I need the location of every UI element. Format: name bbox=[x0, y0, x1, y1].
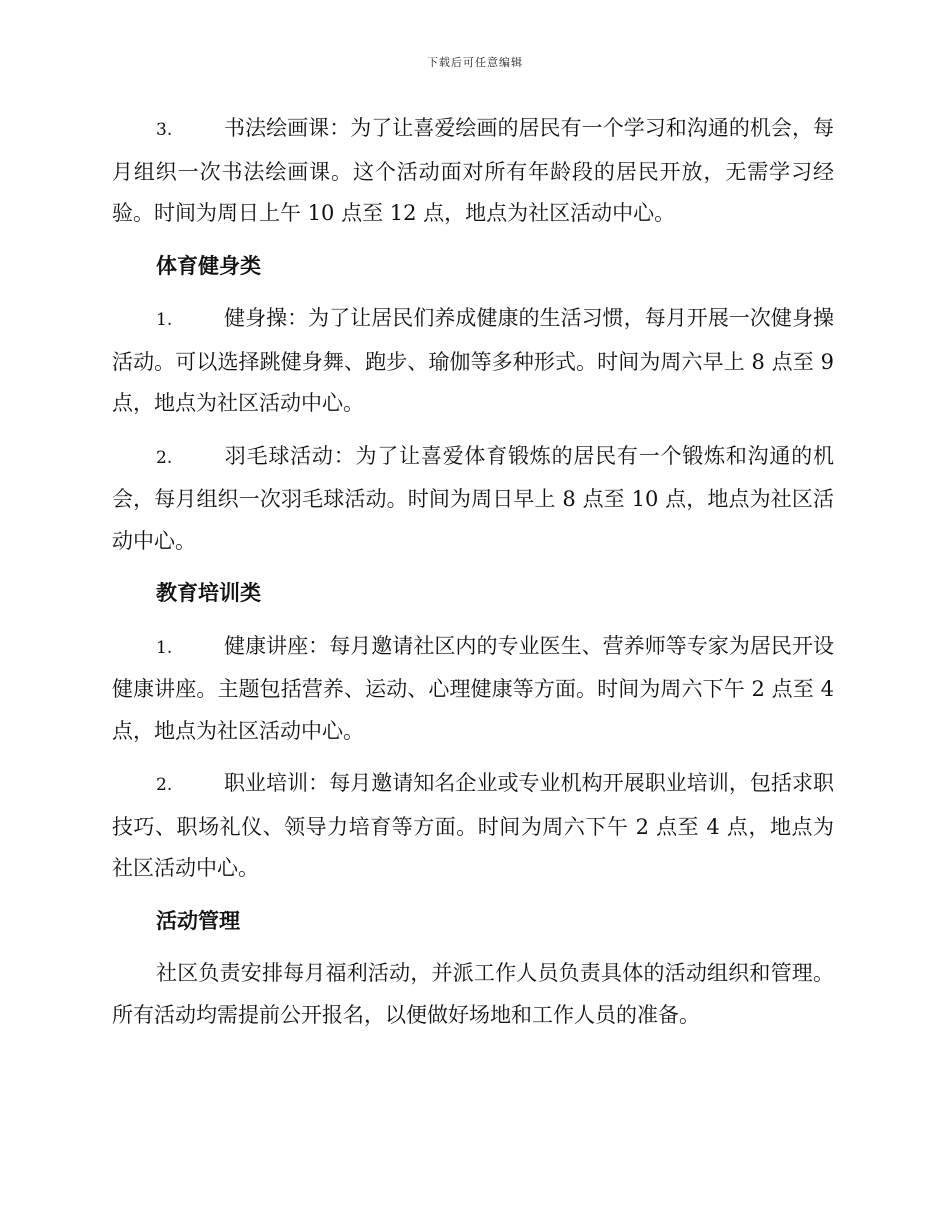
header-note: 下载后可任意编辑 bbox=[427, 56, 523, 69]
list-item-aerobics bbox=[112, 298, 834, 425]
list-item-career-training bbox=[112, 763, 834, 890]
list-item-number: 2. bbox=[156, 447, 173, 468]
list-item-text: 健康讲座：每月邀请社区内的专业医生、营养师等专家为居民开设健康讲座。主题包括营养、运动、心理健康等方面。时间为周六下午 2 点至 4 点，地点为社区活动中心。 bbox=[112, 633, 834, 743]
list-item-text: 书法绘画课：为了让喜爱绘画的居民有一个学习和沟通的机会，每月组织一次书法绘画课。这个活动面对所有年龄段的居民开放，无需学习经验。时间为周日上午 10 点至 12 点，地点为社区活动中心。 bbox=[112, 116, 834, 225]
list-item-badminton bbox=[112, 436, 834, 563]
list-item-text: 职业培训：每月邀请知名企业或专业机构开展职业培训，包括求职技巧、职场礼仪、领导力培育等方面。时间为周六下午 2 点至 4 点，地点为社区活动中心。 bbox=[112, 771, 834, 880]
list-item-health-lecture bbox=[112, 626, 834, 753]
section-heading-sports: 体育健身类 bbox=[156, 253, 261, 278]
list-item-number: 1. bbox=[156, 637, 173, 658]
list-item-number: 2. bbox=[156, 775, 173, 795]
list-item-number: 3. bbox=[156, 120, 173, 140]
list-item-text: 羽毛球活动：为了让喜爱体育锻炼的居民有一个锻炼和沟通的机会，每月组织一次羽毛球活动。时间为周日早上 8 点至 10 点，地点为社区活动中心。 bbox=[112, 443, 834, 553]
section-heading-education: 教育培训类 bbox=[156, 581, 261, 605]
management-paragraph: 社区负责安排每月福利活动，并派工作人员负责具体的活动组织和管理。所有活动均需提前公开报名，以便做好场地和工作人员的准备。 bbox=[112, 961, 834, 1027]
section-heading-management: 活动管理 bbox=[156, 908, 240, 933]
list-item-text: 健身操：为了让居民们养成健康的生活习惯，每月开展一次健身操活动。可以选择跳健身舞、跑步、瑜伽等多种形式。时间为周六早上 8 点至 9 点，地点为社区活动中心。 bbox=[112, 306, 834, 415]
list-item-calligraphy-class bbox=[112, 108, 834, 235]
document-body bbox=[112, 108, 834, 1047]
list-item-number: 1. bbox=[156, 310, 173, 330]
